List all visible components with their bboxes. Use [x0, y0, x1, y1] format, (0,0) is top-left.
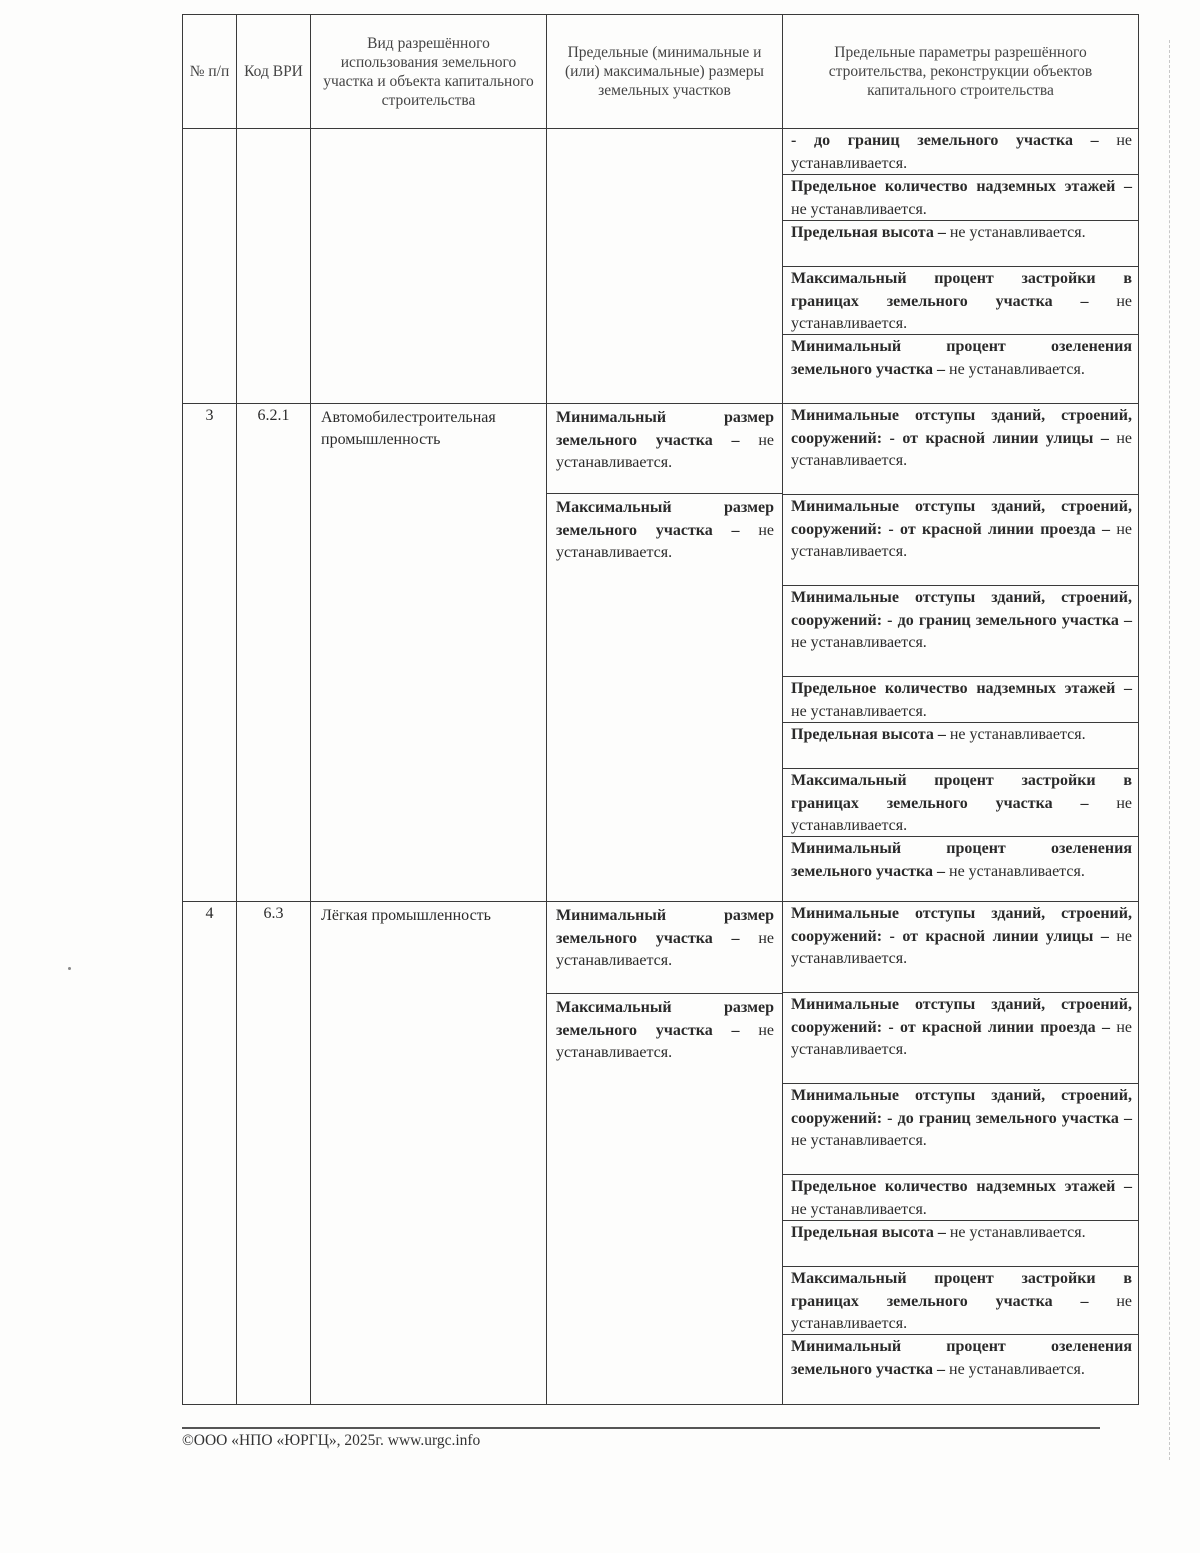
param-block: Минимальные отступы зданий, строений, сооружений: - от красной линии улицы – не устанавливается.	[783, 902, 1138, 993]
cell-params	[783, 404, 1139, 902]
table-row	[183, 404, 1139, 902]
size-min-block: Минимальный размер земельного участка – не устанавливается.	[547, 902, 782, 994]
cell-num: 4	[183, 902, 237, 1405]
cell-size	[547, 902, 783, 1405]
table-row-continued	[183, 129, 1139, 404]
param-block: Максимальный процент застройки в границах земельного участка – не устанавливается.	[783, 1267, 1138, 1335]
cell-type: Лёгкая промышленность	[311, 902, 547, 1405]
param-block: Максимальный процент застройки в границах земельного участка – не устанавливается.	[783, 769, 1138, 837]
param-block: Предельная высота – не устанавливается.	[783, 221, 1138, 267]
cell-code: 6.3	[237, 902, 311, 1405]
regulations-table	[182, 14, 1139, 1405]
param-block: Минимальные отступы зданий, строений, сооружений: - до границ земельного участка – не устанавливается.	[783, 1084, 1138, 1175]
size-max-block: Максимальный размер земельного участка – не устанавливается.	[556, 999, 774, 1061]
param-block: Предельное количество надземных этажей – не устанавливается.	[783, 1175, 1138, 1221]
header-size: Предельные (минимальные и (или) максимальные) размеры земельных участков	[547, 15, 783, 129]
cell-size	[547, 129, 783, 404]
param-block: Минимальные отступы зданий, строений, сооружений: - от красной линии проезда – не устанавливается.	[783, 495, 1138, 586]
param-block: Предельное количество надземных этажей – не устанавливается.	[783, 677, 1138, 723]
size-min-block: Минимальный размер земельного участка – не устанавливается.	[547, 404, 782, 494]
param-block: - до границ земельного участка – не устанавливается.	[783, 129, 1138, 175]
param-block: Минимальные отступы зданий, строений, сооружений: - до границ земельного участка – не устанавливается.	[783, 586, 1138, 677]
param-block: Минимальные отступы зданий, строений, сооружений: - от красной линии проезда – не устанавливается.	[783, 993, 1138, 1084]
cell-params	[783, 902, 1139, 1405]
param-block: Предельное количество надземных этажей – не устанавливается.	[783, 175, 1138, 221]
scan-speck	[68, 967, 71, 970]
param-block: Минимальный процент озеленения земельного участка – не устанавливается.	[791, 338, 1132, 378]
cell-size	[547, 404, 783, 902]
scan-margin-line	[1169, 40, 1170, 1460]
param-block: Минимальный процент озеленения земельного участка – не устанавливается.	[791, 1338, 1132, 1378]
cell-code	[237, 129, 311, 404]
cell-num: 3	[183, 404, 237, 902]
header-type: Вид разрешённого использования земельного участка и объекта капитального строительства	[311, 15, 547, 129]
cell-type: Автомобилестроительная промышленность	[311, 404, 547, 902]
cell-num	[183, 129, 237, 404]
header-num: № п/п	[183, 15, 237, 129]
size-max-block: Максимальный размер земельного участка – не устанавливается.	[556, 499, 774, 561]
table-header-row	[183, 15, 1139, 129]
header-params: Предельные параметры разрешённого строительства, реконструкции объектов капитального строительства	[783, 15, 1139, 129]
param-block: Максимальный процент застройки в границах земельного участка – не устанавливается.	[783, 267, 1138, 335]
cell-code: 6.2.1	[237, 404, 311, 902]
param-block: Предельная высота – не устанавливается.	[783, 1221, 1138, 1267]
footer-divider	[182, 1427, 1100, 1429]
param-block: Предельная высота – не устанавливается.	[783, 723, 1138, 769]
header-code: Код ВРИ	[237, 15, 311, 129]
param-block: Минимальные отступы зданий, строений, сооружений: - от красной линии улицы – не устанавливается.	[783, 404, 1138, 495]
table-row	[183, 902, 1139, 1405]
cell-type	[311, 129, 547, 404]
footer-copyright: ©ООО «НПО «ЮРГЦ», 2025г. www.urgc.info	[182, 1432, 481, 1449]
param-block: Минимальный процент озеленения земельного участка – не устанавливается.	[791, 840, 1132, 880]
cell-params	[783, 129, 1139, 404]
